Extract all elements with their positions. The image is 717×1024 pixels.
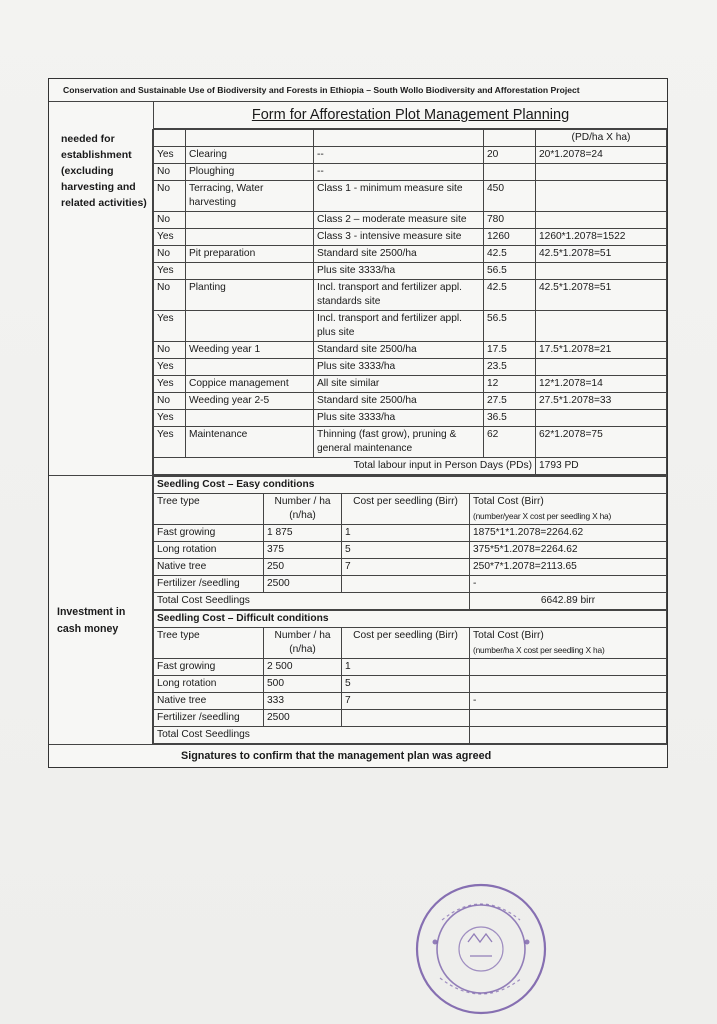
easy-number-per-ha: 375 [264,542,342,559]
labour-person-days: 42.5 [484,280,536,311]
labour-row [154,181,667,212]
labour-calculation: 42.5*1.2078=51 [536,280,667,311]
difficult-total-value [470,727,667,744]
labour-calculation: 27.5*1.2078=33 [536,393,667,410]
labour-unit-empty-1 [154,130,186,147]
labour-row [154,427,667,458]
labour-row [154,393,667,410]
easy-total-cost: 250*7*1.2078=2113.65 [470,559,667,576]
labour-person-days: 17.5 [484,342,536,359]
labour-activity: Coppice management [186,376,314,393]
easy-tree-type: Fertilizer /seedling [154,576,264,593]
easy-number-per-ha: 250 [264,559,342,576]
seedling-easy-table [153,476,667,610]
difficult-total-row [154,727,667,744]
difficult-cost-per-seedling: 5 [342,676,470,693]
easy-total-cost: 375*5*1.2078=2264.62 [470,542,667,559]
labour-unit-header: (PD/ha X ha) [536,130,667,147]
easy-total-row [154,593,667,610]
difficult-col-number: Number / ha (n/ha) [264,628,342,659]
easy-col-number: Number / ha (n/ha) [264,494,342,525]
difficult-tree-type: Fast growing [154,659,264,676]
difficult-col-total: Total Cost (Birr) [473,630,544,641]
labour-description: Standard site 2500/ha [314,342,484,359]
investment-left-label: Investment in cash money [49,476,153,744]
labour-activity [186,311,314,342]
investment-section [49,475,667,744]
labour-row [154,263,667,280]
labour-yes-no: No [154,393,186,410]
labour-person-days: 780 [484,212,536,229]
difficult-tree-type: Native tree [154,693,264,710]
labour-yes-no: Yes [154,376,186,393]
labour-activity: Weeding year 2-5 [186,393,314,410]
labour-activity: Ploughing [186,164,314,181]
difficult-col-total-note: (number/ha X cost per seedling X ha) [473,645,605,655]
labour-description: Incl. transport and fertilizer appl. plus site [314,311,484,342]
labour-description: -- [314,164,484,181]
difficult-number-per-ha: 2500 [264,710,342,727]
labour-person-days [484,164,536,181]
easy-cost-per-seedling: 5 [342,542,470,559]
difficult-number-per-ha: 2 500 [264,659,342,676]
easy-tree-type: Long rotation [154,542,264,559]
easy-total-label: Total Cost Seedlings [154,593,470,610]
difficult-col-type: Tree type [154,628,264,659]
labour-description: Standard site 2500/ha [314,246,484,263]
easy-number-per-ha: 1 875 [264,525,342,542]
labour-table-body [154,130,667,458]
labour-row [154,164,667,181]
labour-total-value: 1793 PD [536,458,667,475]
seedling-difficult-table [153,610,667,744]
labour-person-days: 62 [484,427,536,458]
labour-calculation: 17.5*1.2078=21 [536,342,667,359]
labour-yes-no: Yes [154,147,186,164]
labour-row [154,311,667,342]
labour-person-days: 27.5 [484,393,536,410]
easy-cost-per-seedling: 7 [342,559,470,576]
difficult-title-row [154,611,667,628]
labour-row [154,212,667,229]
labour-table [153,129,667,475]
labour-description: Plus site 3333/ha [314,263,484,280]
difficult-cost-per-seedling [342,710,470,727]
labour-calculation [536,410,667,427]
labour-calculation [536,164,667,181]
difficult-row [154,693,667,710]
labour-activity: Terracing, Water harvesting [186,181,314,212]
labour-description: Standard site 2500/ha [314,393,484,410]
labour-description: All site similar [314,376,484,393]
difficult-row [154,710,667,727]
easy-col-total-cell [470,494,667,525]
labour-row [154,342,667,359]
labour-calculation: 12*1.2078=14 [536,376,667,393]
project-header: Conservation and Sustainable Use of Biodiversity and Forests in Ethiopia – South Wollo Biodiversity and Afforestation Project [49,79,667,102]
labour-yes-no: No [154,246,186,263]
easy-row [154,559,667,576]
labour-description: Class 3 - intensive measure site [314,229,484,246]
easy-row [154,576,667,593]
labour-activity [186,263,314,280]
difficult-title: Seedling Cost – Difficult conditions [154,611,667,628]
labour-calculation [536,359,667,376]
easy-cost-per-seedling: 1 [342,525,470,542]
labour-activity: Maintenance [186,427,314,458]
labour-row [154,229,667,246]
labour-description: Class 1 - minimum measure site [314,181,484,212]
easy-col-total: Total Cost (Birr) [473,496,544,507]
labour-calculation [536,181,667,212]
difficult-tree-type: Fertilizer /seedling [154,710,264,727]
easy-row [154,542,667,559]
labour-person-days: 20 [484,147,536,164]
labour-yes-no: Yes [154,311,186,342]
labour-person-days: 56.5 [484,311,536,342]
labour-description: -- [314,147,484,164]
labour-yes-no: No [154,181,186,212]
easy-total-cost: 1875*1*1.2078=2264.62 [470,525,667,542]
labour-yes-no: No [154,164,186,181]
difficult-row [154,659,667,676]
difficult-number-per-ha: 500 [264,676,342,693]
labour-calculation: 1260*1.2078=1522 [536,229,667,246]
labour-unit-row [154,130,667,147]
labour-person-days: 56.5 [484,263,536,280]
labour-unit-empty-4 [484,130,536,147]
labour-description: Plus site 3333/ha [314,359,484,376]
labour-calculation: 20*1.2078=24 [536,147,667,164]
labour-person-days: 1260 [484,229,536,246]
labour-calculation [536,212,667,229]
official-stamp-icon [412,880,550,1018]
difficult-total-cost: - [470,693,667,710]
difficult-tree-type: Long rotation [154,676,264,693]
labour-description: Plus site 3333/ha [314,410,484,427]
labour-calculation [536,263,667,280]
seedling-difficult-body [154,611,667,727]
difficult-header-row [154,628,667,659]
labour-description: Thinning (fast grow), pruning & general maintenance [314,427,484,458]
labour-activity: Clearing [186,147,314,164]
difficult-col-total-cell [470,628,667,659]
labour-total-row [154,458,667,475]
easy-header-row [154,494,667,525]
difficult-col-cost: Cost per seedling (Birr) [342,628,470,659]
labour-person-days: 450 [484,181,536,212]
labour-activity: Pit preparation [186,246,314,263]
labour-activity [186,410,314,427]
difficult-total-label: Total Cost Seedlings [154,727,470,744]
easy-number-per-ha: 2500 [264,576,342,593]
form-title: Form for Afforestation Plot Management Planning [153,102,667,129]
signatures-label: Signatures to confirm that the management plan was agreed [49,744,667,767]
labour-row [154,410,667,427]
easy-row [154,525,667,542]
easy-tree-type: Native tree [154,559,264,576]
labour-yes-no: Yes [154,229,186,246]
difficult-total-cost [470,710,667,727]
easy-col-cost: Cost per seedling (Birr) [342,494,470,525]
labour-person-days: 42.5 [484,246,536,263]
easy-tree-type: Fast growing [154,525,264,542]
labour-activity: Planting [186,280,314,311]
labour-yes-no: No [154,212,186,229]
labour-calculation [536,311,667,342]
labour-activity: Weeding year 1 [186,342,314,359]
labour-yes-no: Yes [154,427,186,458]
labour-person-days: 23.5 [484,359,536,376]
labour-description: Incl. transport and fertilizer appl. standards site [314,280,484,311]
easy-title: Seedling Cost – Easy conditions [154,477,667,494]
labour-yes-no: Yes [154,359,186,376]
easy-total-cost: - [470,576,667,593]
labour-left-label: needed for establishment (excluding harvesting and related activities) [49,129,153,475]
difficult-row [154,676,667,693]
labour-description: Class 2 – moderate measure site [314,212,484,229]
labour-row [154,280,667,311]
labour-row [154,376,667,393]
labour-person-days: 36.5 [484,410,536,427]
labour-unit-empty-2 [186,130,314,147]
labour-yes-no: Yes [154,410,186,427]
labour-yes-no: Yes [154,263,186,280]
labour-calculation: 62*1.2078=75 [536,427,667,458]
labour-unit-empty-3 [314,130,484,147]
labour-total-label: Total labour input in Person Days (PDs) [154,458,536,475]
labour-table-wrap [153,129,667,475]
seedling-easy-body [154,477,667,593]
labour-activity [186,212,314,229]
labour-yes-no: No [154,342,186,359]
easy-col-type: Tree type [154,494,264,525]
difficult-cost-per-seedling: 7 [342,693,470,710]
easy-total-value: 6642.89 birr [470,593,667,610]
labour-activity [186,359,314,376]
easy-cost-per-seedling [342,576,470,593]
difficult-total-cost [470,676,667,693]
labour-row [154,246,667,263]
labour-section [49,129,667,475]
labour-calculation: 42.5*1.2078=51 [536,246,667,263]
labour-person-days: 12 [484,376,536,393]
management-form [48,78,668,768]
labour-activity [186,229,314,246]
difficult-cost-per-seedling: 1 [342,659,470,676]
labour-yes-no: No [154,280,186,311]
labour-row [154,147,667,164]
labour-row [154,359,667,376]
difficult-total-cost [470,659,667,676]
investment-table-wrap [153,476,667,744]
difficult-number-per-ha: 333 [264,693,342,710]
easy-col-total-note: (number/year X cost per seedling X ha) [473,511,612,521]
easy-title-row [154,477,667,494]
